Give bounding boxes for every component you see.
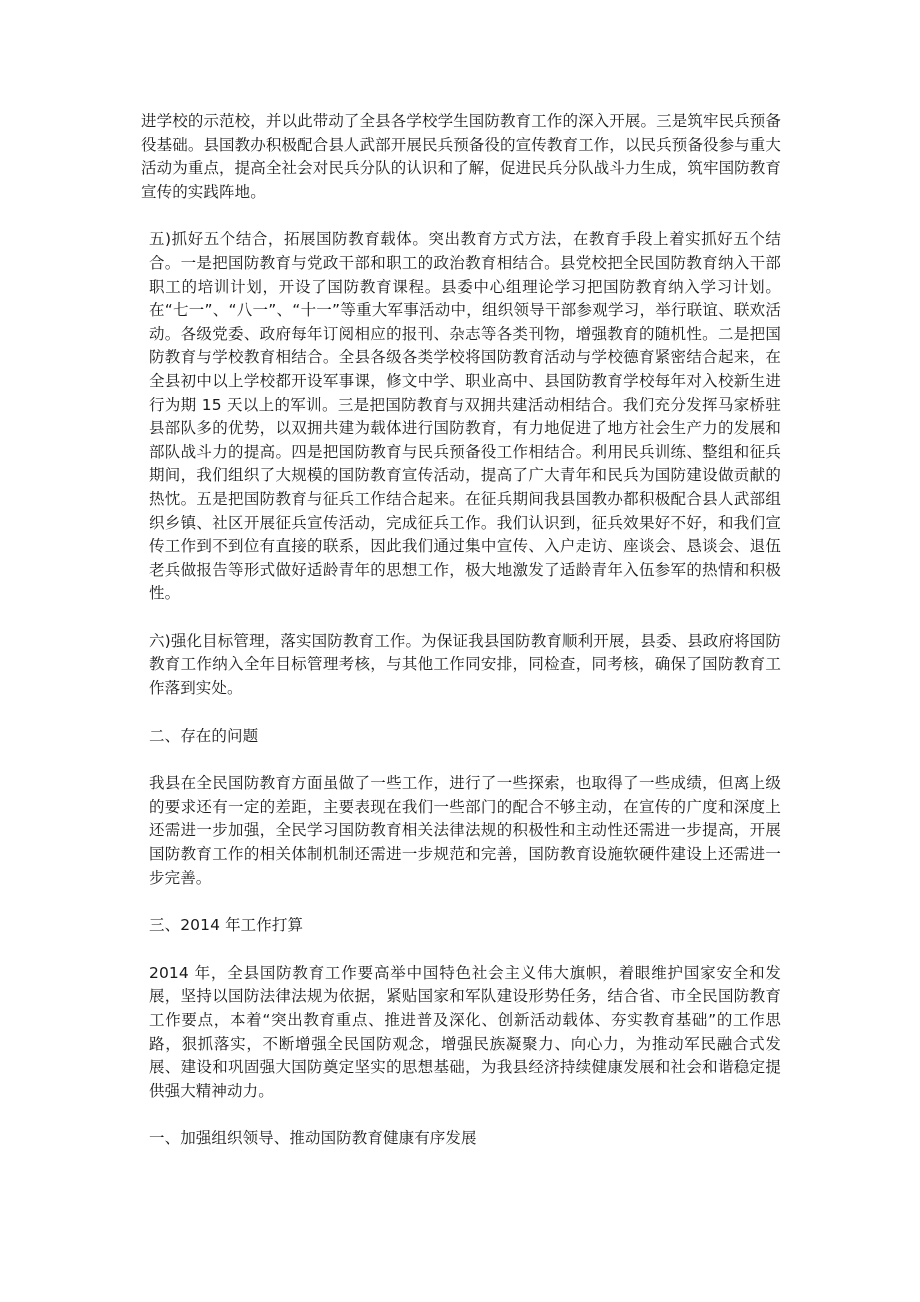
document-body — [141, 110, 781, 1175]
paragraph-problems: 我县在全民国防教育方面虽做了一些工作，进行了一些探索，也取得了一些成绩，但离上级的要求还有一定的差距，主要表现在我们一些部门的配合不够主动，在宣传的广度和深度上还需进一步加强，全民学习国防教育相关法律法规的积极性和主动性还需进一步提高，开展国防教育工作的相关体制机制还需进一步规范和完善，国防教育设施软硬件建设上还需进一步完善。 — [149, 774, 781, 887]
paragraph-target-management: 六)强化目标管理，落实国防教育工作。为保证我县国防教育顺利开展，县委、县政府将国防教育工作纳入全年目标管理考核，与其他工作同安排，同检查，同考核，确保了国防教育工作落到实处。 — [149, 631, 781, 698]
section-heading-organization: 一、加强组织领导、推动国防教育健康有序发展 — [149, 1129, 477, 1148]
section-heading-problems: 二、存在的问题 — [149, 726, 259, 745]
section-heading-2014-plan: 三、2014 年工作打算 — [149, 916, 304, 935]
paragraph-five-combinations: 五)抓好五个结合，拓展国防教育载体。突出教育方式方法，在教育手段上着实抓好五个结合。一是把国防教育与党政干部和职工的政治教育相结合。县党校把全民国防教育纳入干部职工的培训计划，开设了国防教育课程。县委中心组理论学习把国防教育纳入学习计划。在“七一”、“八一”、“十一”等重大军事活动中，组织领导干部参观学习，举行联谊、联欢活动。各级党委、政府每年订阅相应的报刊、杂志等各类刊物，增强教育的随机性。二是把国防教育与学校教育相结合。全县各级各类学校将国防教育活动与学校德育紧密结合起来，在全县初中以上学校都开设军事课，修文中学、职业高中、县国防教育学校每年对入校新生进行为期 15 天以上的军训。三是把国防教育与双拥共建活动相结合。我们充分发挥马家桥驻县部队多的优势，以双拥共建为载体进行国防教育，有力地促进了地方社会生产力的发展和部队战斗力的提高。四是把国防教育与民兵预备役工作相结合。利用民兵训练、整组和征兵期间，我们组织了大规模的国防教育宣传活动，提高了广大青年和民兵为国防建设做贡献的热忱。五是把国防教育与征兵工作结合起来。在征兵期间我县国教办都积极配合县人武部组织乡镇、社区开展征兵宣传活动，完成征兵工作。我们认识到，征兵效果好不好，和我们宣传工作到不到位有直接的联系，因此我们通过集中宣传、入户走访、座谈会、恳谈会、退伍老兵做报告等形式做好适龄青年的思想工作，极大地激发了适龄青年入伍参军的热情和积极性。 — [149, 230, 781, 603]
paragraph-2014-plan: 2014 年，全县国防教育工作要高举中国特色社会主义伟大旗帜，着眼维护国家安全和发展，坚持以国防法律法规为依据，紧贴国家和军队建设形势任务，结合省、市全民国防教育工作要点，本着“突出教育重点、推进普及深化、创新活动载体、夯实教育基础”的工作思路，狠抓落实，不断增强全民国防观念，增强民族凝聚力、向心力，为推动军民融合式发展、建设和巩固强大国防奠定坚实的思想基础，为我县经济持续健康发展和社会和谐稳定提供强大精神动力。 — [149, 963, 781, 1100]
paragraph-continuation: 进学校的示范校，并以此带动了全县各学校学生国防教育工作的深入开展。三是筑牢民兵预备役基础。县国教办积极配合县人武部开展民兵预备役的宣传教育工作，以民兵预备役参与重大活动为重点，提高全社会对民兵分队的认识和了解，促进民兵分队战斗力生成，筑牢国防教育宣传的实践阵地。 — [141, 112, 781, 201]
